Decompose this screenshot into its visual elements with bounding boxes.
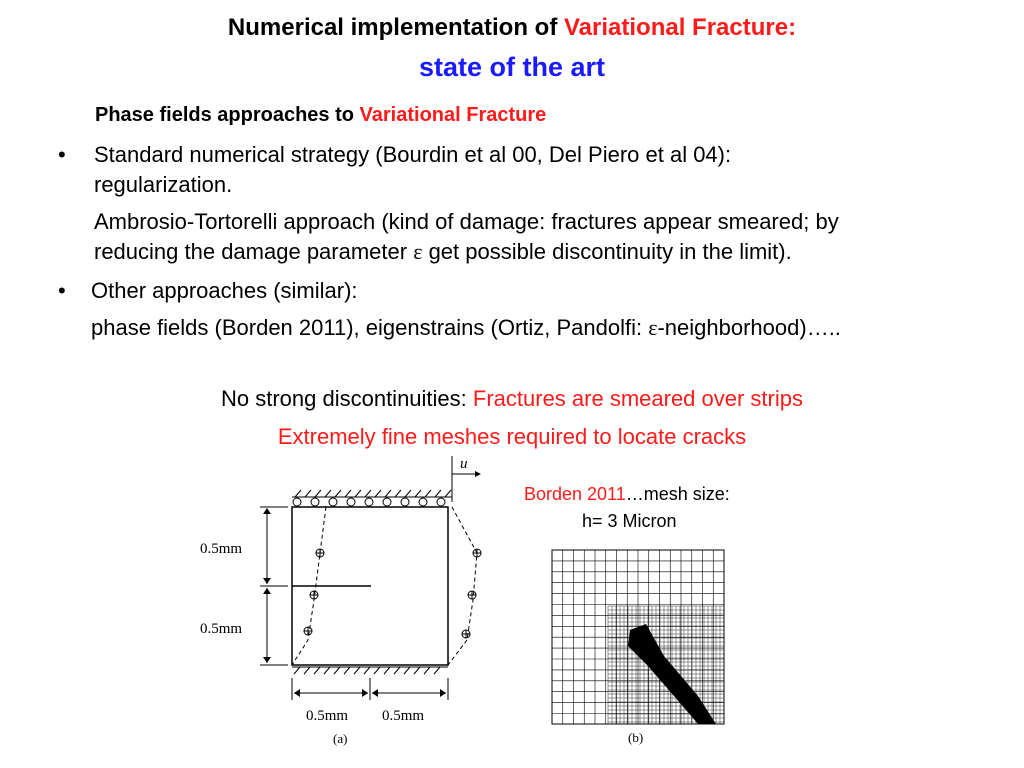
dim-label-top: 0.5mm (200, 541, 243, 557)
bullet-1-line-2: regularization. (94, 172, 233, 197)
top-hatch (292, 490, 452, 497)
detail-2-pre: phase fields (Borden 2011), eigenstrains (Ortiz, Pandolfi: (91, 315, 649, 340)
note-black: …mesh size: (625, 484, 730, 504)
title-red-part: Variational Fracture: (563, 14, 797, 41)
bullet-marker-1: • (58, 142, 66, 167)
bullet-1-detail-line-2 (94, 237, 1014, 267)
figure-a-diagram (190, 450, 500, 750)
bullet-2-detail (91, 313, 1011, 343)
figure-b-note-line-2: h= 3 Micron (582, 511, 677, 531)
bullet-1-detail (94, 207, 1014, 267)
epsilon-symbol: ε (413, 239, 423, 264)
conclusion-line-1 (0, 385, 1024, 413)
detail-text-pre: reducing the damage parameter (94, 239, 414, 264)
conclusion-line-2: Extremely fine meshes required to locate cracks (277, 424, 747, 449)
dim-label-right: 0.5mm (382, 708, 425, 724)
conclusion-black: No strong discontinuities: (220, 386, 473, 411)
figure-b-mesh (548, 546, 728, 746)
title-black-part: Numerical implementation of (227, 14, 564, 41)
dim-label-bottom: 0.5mm (200, 621, 243, 637)
roller-supports (293, 498, 445, 506)
bullet-2-line-1: Other approaches (similar): (91, 278, 358, 303)
bullet-marker-2: • (58, 278, 66, 303)
arrowhead (440, 689, 446, 697)
marker-points (304, 549, 481, 638)
arrowhead (263, 508, 271, 514)
section-heading (95, 102, 546, 128)
deformed-right-edge (448, 507, 477, 665)
note-red: Borden 2011 (524, 484, 626, 504)
dim-label-left: 0.5mm (306, 708, 349, 724)
heading-red-part: Variational Fracture (359, 104, 547, 126)
vertical-dimensions (260, 507, 288, 665)
slide-subtitle: state of the art (418, 52, 606, 82)
bullet-text-1 (94, 140, 994, 200)
slide-title (0, 14, 1024, 42)
horizontal-dimensions (292, 678, 448, 700)
bottom-hatch (292, 667, 448, 674)
arrowhead (362, 689, 368, 697)
caption-b: (b) (628, 730, 644, 745)
figure-b-note (524, 482, 730, 506)
detail-2-post: -neighborhood)….. (657, 315, 841, 340)
detail-text-post: get possible discontinuity in the limit). (422, 239, 792, 264)
conclusion-red: Fractures are smeared over strips (472, 386, 803, 411)
u-arrowhead (475, 471, 481, 477)
arrowhead (263, 578, 271, 584)
arrowhead (294, 689, 300, 697)
epsilon-symbol-2: ε (648, 315, 658, 340)
arrowhead (372, 689, 378, 697)
heading-black-part: Phase fields approaches to (95, 104, 360, 126)
bullet-1-line-1: Standard numerical strategy (Bourdin et al 00, Del Piero et al 04): (94, 142, 732, 167)
bullet-1-detail-line-1: Ambrosio-Tortorelli approach (kind of damage: fractures appear smeared; by (94, 209, 839, 234)
arrowhead (263, 657, 271, 663)
arrowhead (263, 588, 271, 594)
label-u: u (460, 456, 468, 472)
caption-a: (a) (333, 731, 348, 746)
